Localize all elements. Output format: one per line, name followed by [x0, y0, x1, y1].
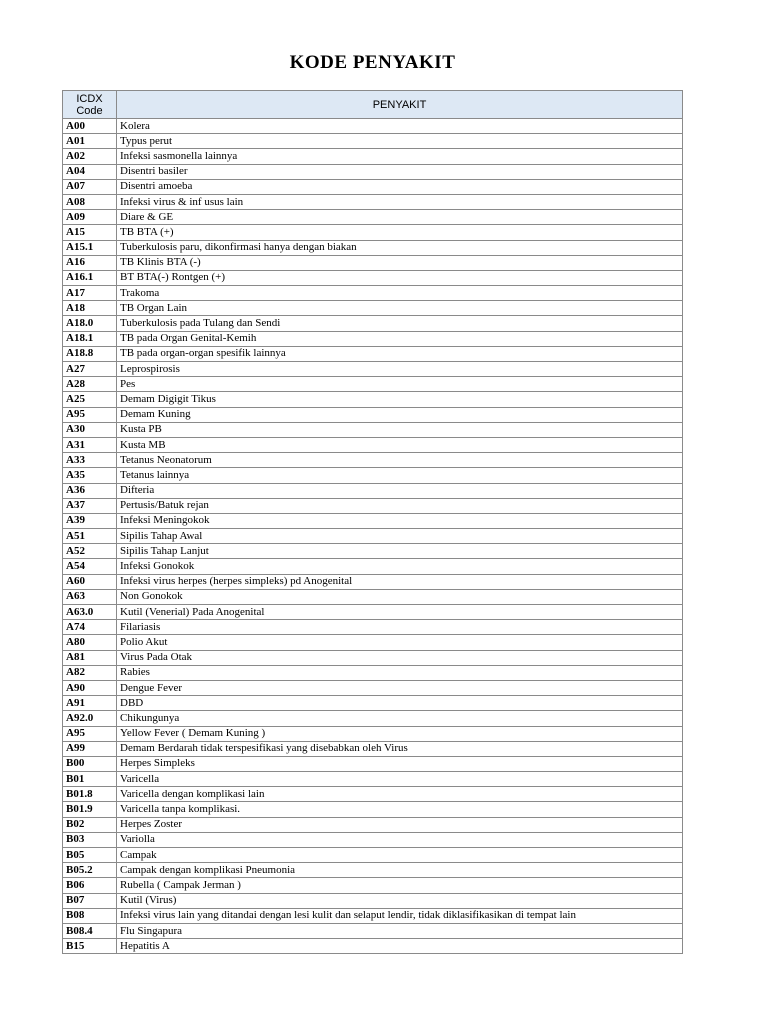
- icdx-code-cell: B03: [63, 832, 117, 847]
- table-row: [63, 589, 683, 604]
- table-row: [63, 741, 683, 756]
- icdx-code-cell: A39: [63, 513, 117, 528]
- disease-name-cell: Kusta PB: [117, 422, 683, 437]
- page-title: KODE PENYAKIT: [289, 52, 456, 73]
- table-header-row: [63, 91, 683, 119]
- icdx-code-cell: A80: [63, 635, 117, 650]
- disease-name-cell: TB pada Organ Genital-Kemih: [117, 331, 683, 346]
- disease-name-cell: Campak dengan komplikasi Pneumonia: [117, 863, 683, 878]
- icdx-code-cell: A82: [63, 665, 117, 680]
- table-row: [63, 316, 683, 331]
- table-row: [63, 756, 683, 771]
- table-row: [63, 939, 683, 954]
- table-row: [63, 574, 683, 589]
- icdx-code-cell: A63: [63, 589, 117, 604]
- table-row: [63, 134, 683, 149]
- icdx-code-cell: B02: [63, 817, 117, 832]
- disease-name-cell: Kutil (Virus): [117, 893, 683, 908]
- icdx-code-cell: A28: [63, 377, 117, 392]
- icdx-code-cell: A17: [63, 286, 117, 301]
- disease-code-table: [62, 90, 683, 954]
- disease-name-cell: Tetanus Neonatorum: [117, 453, 683, 468]
- table-row: [63, 650, 683, 665]
- disease-name-cell: Rubella ( Campak Jerman ): [117, 878, 683, 893]
- disease-name-cell: Typus perut: [117, 134, 683, 149]
- table-row: [63, 605, 683, 620]
- icdx-code-cell: A95: [63, 726, 117, 741]
- disease-name-cell: Polio Akut: [117, 635, 683, 650]
- disease-name-cell: TB Organ Lain: [117, 301, 683, 316]
- icdx-code-cell: A27: [63, 362, 117, 377]
- disease-name-cell: Pertusis/Batuk rejan: [117, 498, 683, 513]
- table-row: [63, 544, 683, 559]
- table-row: [63, 179, 683, 194]
- table-row: [63, 437, 683, 452]
- icdx-code-cell: A63.0: [63, 605, 117, 620]
- disease-name-cell: Flu Singapura: [117, 923, 683, 938]
- icdx-code-cell: A99: [63, 741, 117, 756]
- disease-name-cell: Infeksi virus herpes (herpes simpleks) pd Anogenital: [117, 574, 683, 589]
- disease-name-cell: Virus Pada Otak: [117, 650, 683, 665]
- icdx-code-cell: B05.2: [63, 863, 117, 878]
- table-row: [63, 392, 683, 407]
- disease-name-cell: Demam Berdarah tidak terspesifikasi yang disebabkan oleh Virus: [117, 741, 683, 756]
- icdx-code-cell: A02: [63, 149, 117, 164]
- table-row: [63, 696, 683, 711]
- table-row: [63, 635, 683, 650]
- table-row: [63, 194, 683, 209]
- disease-name-cell: Trakoma: [117, 286, 683, 301]
- disease-name-cell: DBD: [117, 696, 683, 711]
- icdx-code-cell: B15: [63, 939, 117, 954]
- disease-name-cell: Filariasis: [117, 620, 683, 635]
- icdx-code-cell: A92.0: [63, 711, 117, 726]
- table-row: [63, 362, 683, 377]
- icdx-code-cell: A08: [63, 194, 117, 209]
- table-row: [63, 726, 683, 741]
- icdx-code-cell: B05: [63, 848, 117, 863]
- icdx-code-cell: A60: [63, 574, 117, 589]
- table-row: [63, 772, 683, 787]
- table-row: [63, 164, 683, 179]
- disease-name-cell: Varicella dengan komplikasi lain: [117, 787, 683, 802]
- icdx-code-cell: A00: [63, 119, 117, 134]
- icdx-code-cell: A15: [63, 225, 117, 240]
- disease-name-cell: Infeksi Meningokok: [117, 513, 683, 528]
- disease-name-cell: Kolera: [117, 119, 683, 134]
- icdx-code-cell: A01: [63, 134, 117, 149]
- table-row: [63, 817, 683, 832]
- disease-name-cell: Non Gonokok: [117, 589, 683, 604]
- table-row: [63, 529, 683, 544]
- icdx-code-cell: B06: [63, 878, 117, 893]
- table-row: [63, 787, 683, 802]
- disease-name-cell: Demam Digigit Tikus: [117, 392, 683, 407]
- disease-name-cell: Leprospirosis: [117, 362, 683, 377]
- disease-name-cell: Tetanus lainnya: [117, 468, 683, 483]
- disease-name-cell: Disentri basiler: [117, 164, 683, 179]
- icdx-code-cell: A15.1: [63, 240, 117, 255]
- disease-name-cell: Campak: [117, 848, 683, 863]
- icdx-code-cell: B01.9: [63, 802, 117, 817]
- icdx-code-cell: B01.8: [63, 787, 117, 802]
- icdx-code-cell: B01: [63, 772, 117, 787]
- table-row: [63, 240, 683, 255]
- disease-name-cell: Infeksi Gonokok: [117, 559, 683, 574]
- disease-name-cell: Kusta MB: [117, 437, 683, 452]
- table-row: [63, 331, 683, 346]
- disease-name-cell: Infeksi sasmonella lainnya: [117, 149, 683, 164]
- disease-name-cell: Tuberkulosis paru, dikonfirmasi hanya dengan biakan: [117, 240, 683, 255]
- icdx-code-cell: A09: [63, 210, 117, 225]
- icdx-code-cell: A07: [63, 179, 117, 194]
- icdx-code-cell: B00: [63, 756, 117, 771]
- disease-name-cell: Tuberkulosis pada Tulang dan Sendi: [117, 316, 683, 331]
- icdx-code-cell: A18: [63, 301, 117, 316]
- table-row: [63, 407, 683, 422]
- icdx-code-cell: A91: [63, 696, 117, 711]
- table-row: [63, 923, 683, 938]
- disease-name-cell: Varicella tanpa komplikasi.: [117, 802, 683, 817]
- table-row: [63, 513, 683, 528]
- icdx-code-cell: B07: [63, 893, 117, 908]
- disease-name-cell: Infeksi virus lain yang ditandai dengan lesi kulit dan selaput lendir, tidak diklasifikasikan di tempat lain: [117, 908, 683, 923]
- icdx-code-cell: A35: [63, 468, 117, 483]
- table-row: [63, 210, 683, 225]
- disease-name-cell: Yellow Fever ( Demam Kuning ): [117, 726, 683, 741]
- table-row: [63, 498, 683, 513]
- table-row: [63, 255, 683, 270]
- table-row: [63, 711, 683, 726]
- icdx-code-cell: A16: [63, 255, 117, 270]
- disease-name-cell: Disentri amoeba: [117, 179, 683, 194]
- disease-name-cell: Demam Kuning: [117, 407, 683, 422]
- icdx-code-cell: A18.0: [63, 316, 117, 331]
- table-row: [63, 468, 683, 483]
- disease-name-cell: Herpes Zoster: [117, 817, 683, 832]
- table-row: [63, 346, 683, 361]
- disease-name-cell: Hepatitis A: [117, 939, 683, 954]
- table-row: [63, 878, 683, 893]
- disease-name-cell: Kutil (Venerial) Pada Anogenital: [117, 605, 683, 620]
- column-header-icdx-code: ICDX Code: [63, 91, 117, 119]
- icdx-code-cell: A18.1: [63, 331, 117, 346]
- table-row: [63, 832, 683, 847]
- table-row: [63, 559, 683, 574]
- table-row: [63, 848, 683, 863]
- table-row: [63, 119, 683, 134]
- icdx-code-cell: A81: [63, 650, 117, 665]
- table-row: [63, 301, 683, 316]
- icdx-code-cell: A33: [63, 453, 117, 468]
- icdx-code-cell: A36: [63, 483, 117, 498]
- icdx-code-cell: A25: [63, 392, 117, 407]
- table-row: [63, 680, 683, 695]
- table-row: [63, 149, 683, 164]
- table-row: [63, 893, 683, 908]
- disease-name-cell: Rabies: [117, 665, 683, 680]
- disease-name-cell: Varicella: [117, 772, 683, 787]
- disease-name-cell: Diare & GE: [117, 210, 683, 225]
- disease-name-cell: Sipilis Tahap Lanjut: [117, 544, 683, 559]
- disease-name-cell: TB BTA (+): [117, 225, 683, 240]
- icdx-code-cell: A30: [63, 422, 117, 437]
- disease-name-cell: Chikungunya: [117, 711, 683, 726]
- table-row: [63, 665, 683, 680]
- table-row: [63, 802, 683, 817]
- table-row: [63, 286, 683, 301]
- disease-name-cell: Sipilis Tahap Awal: [117, 529, 683, 544]
- table-row: [63, 422, 683, 437]
- table-row: [63, 620, 683, 635]
- icdx-code-cell: B08: [63, 908, 117, 923]
- disease-name-cell: Difteria: [117, 483, 683, 498]
- icdx-code-cell: A54: [63, 559, 117, 574]
- disease-name-cell: Dengue Fever: [117, 680, 683, 695]
- icdx-code-cell: B08.4: [63, 923, 117, 938]
- icdx-code-cell: A31: [63, 437, 117, 452]
- icdx-code-cell: A16.1: [63, 270, 117, 285]
- disease-name-cell: Herpes Simpleks: [117, 756, 683, 771]
- table-row: [63, 270, 683, 285]
- table-body: [63, 119, 683, 954]
- table-row: [63, 377, 683, 392]
- disease-name-cell: BT BTA(-) Rontgen (+): [117, 270, 683, 285]
- disease-name-cell: TB Klinis BTA (-): [117, 255, 683, 270]
- disease-name-cell: Variolla: [117, 832, 683, 847]
- column-header-disease: PENYAKIT: [117, 91, 683, 119]
- icdx-code-cell: A74: [63, 620, 117, 635]
- disease-name-cell: Pes: [117, 377, 683, 392]
- table-row: [63, 863, 683, 878]
- table-row: [63, 225, 683, 240]
- disease-name-cell: TB pada organ-organ spesifik lainnya: [117, 346, 683, 361]
- icdx-code-cell: A90: [63, 680, 117, 695]
- icdx-code-cell: A04: [63, 164, 117, 179]
- icdx-code-cell: A37: [63, 498, 117, 513]
- icdx-code-cell: A52: [63, 544, 117, 559]
- table-row: [63, 908, 683, 923]
- table-row: [63, 453, 683, 468]
- icdx-code-cell: A51: [63, 529, 117, 544]
- disease-name-cell: Infeksi virus & inf usus lain: [117, 194, 683, 209]
- icdx-code-cell: A95: [63, 407, 117, 422]
- table-row: [63, 483, 683, 498]
- icdx-code-cell: A18.8: [63, 346, 117, 361]
